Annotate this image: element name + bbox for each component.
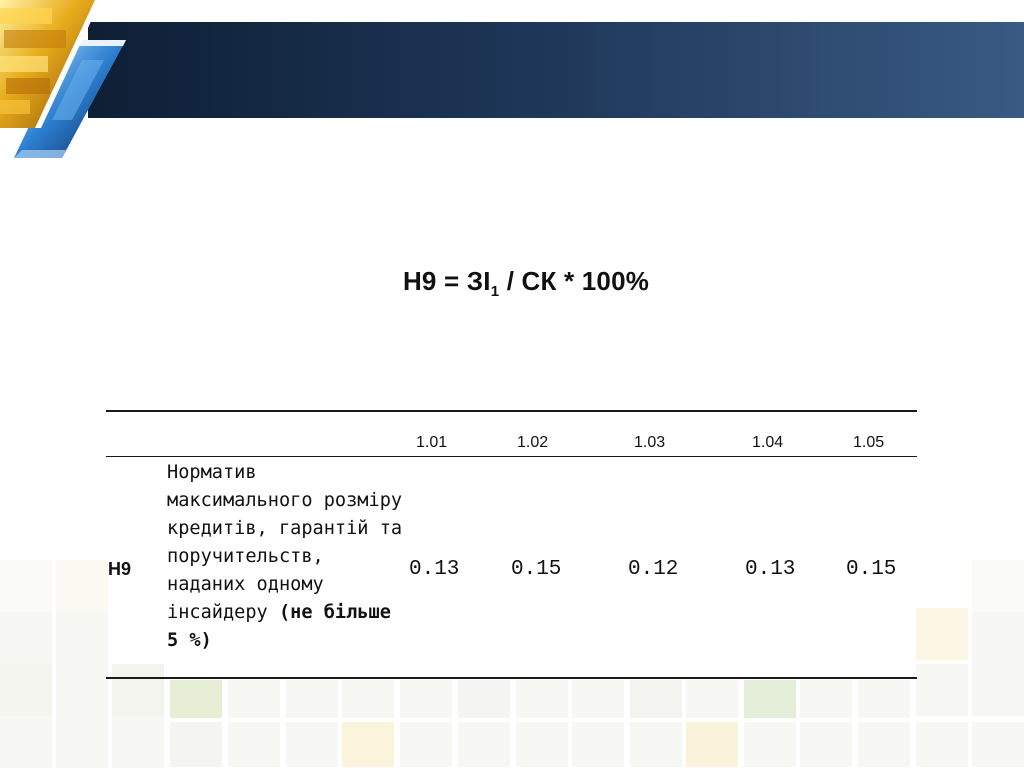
tile bbox=[342, 680, 394, 718]
tile bbox=[170, 722, 222, 767]
column-header: 1.05 bbox=[853, 434, 885, 451]
tile bbox=[458, 680, 510, 718]
tile bbox=[686, 680, 738, 718]
tile bbox=[0, 716, 52, 768]
tile bbox=[572, 722, 624, 767]
column-header: 1.04 bbox=[752, 434, 784, 451]
tile bbox=[744, 680, 796, 718]
formula-lhs: Н9 = ЗІ bbox=[402, 266, 491, 296]
tile bbox=[972, 722, 1024, 767]
table-cell: 0.13 bbox=[409, 558, 460, 581]
tile bbox=[286, 680, 338, 718]
tile bbox=[744, 722, 796, 767]
gold-bars-logo bbox=[0, 0, 128, 160]
tile bbox=[56, 716, 108, 768]
tile bbox=[916, 664, 968, 716]
tile bbox=[112, 664, 164, 716]
tile bbox=[916, 608, 968, 660]
header-band bbox=[88, 22, 1024, 118]
tile bbox=[516, 680, 568, 718]
table-cell: 0.12 bbox=[628, 558, 679, 581]
tile bbox=[686, 722, 738, 767]
table-header-rule bbox=[106, 456, 917, 457]
row-description bbox=[167, 459, 403, 655]
tile bbox=[0, 664, 52, 716]
column-header: 1.02 bbox=[517, 434, 549, 451]
tile bbox=[972, 560, 1024, 612]
tile bbox=[342, 722, 394, 767]
table-top-rule bbox=[106, 410, 917, 412]
tile bbox=[286, 722, 338, 767]
tile bbox=[0, 560, 52, 612]
tile bbox=[228, 680, 280, 718]
tile bbox=[858, 680, 910, 718]
tile bbox=[400, 722, 452, 767]
table-cell: 0.13 bbox=[745, 558, 796, 581]
table-bottom-rule bbox=[106, 677, 917, 679]
tile bbox=[630, 680, 682, 718]
tile bbox=[800, 680, 852, 718]
formula bbox=[0, 266, 1024, 300]
tile bbox=[56, 560, 108, 612]
logo-image bbox=[0, 0, 128, 160]
tile bbox=[858, 722, 910, 767]
row-description-note: (не більше 5 %) bbox=[167, 602, 391, 651]
column-header: 1.03 bbox=[634, 434, 666, 451]
tile bbox=[228, 722, 280, 767]
tile bbox=[516, 722, 568, 767]
row-description-text: Норматив максимального розміру кредитів, гарантій та поручительств, наданих одному інсайдеру bbox=[167, 462, 403, 623]
formula-rhs: / СК * 100% bbox=[499, 266, 650, 296]
tile bbox=[0, 612, 52, 664]
tile bbox=[400, 680, 452, 718]
tile bbox=[170, 680, 222, 718]
row-code: Н9 bbox=[108, 559, 132, 579]
tile bbox=[972, 664, 1024, 716]
tile bbox=[56, 612, 108, 664]
tile bbox=[572, 680, 624, 718]
tile bbox=[800, 722, 852, 767]
tile bbox=[916, 722, 968, 767]
column-header: 1.01 bbox=[416, 434, 448, 451]
table-cell: 0.15 bbox=[511, 558, 562, 581]
tile bbox=[56, 664, 108, 716]
formula-subscript: 1 bbox=[490, 283, 500, 300]
tile bbox=[972, 612, 1024, 664]
table-cell: 0.15 bbox=[846, 558, 897, 581]
tile bbox=[630, 722, 682, 767]
tile bbox=[112, 716, 164, 768]
tile bbox=[458, 722, 510, 767]
